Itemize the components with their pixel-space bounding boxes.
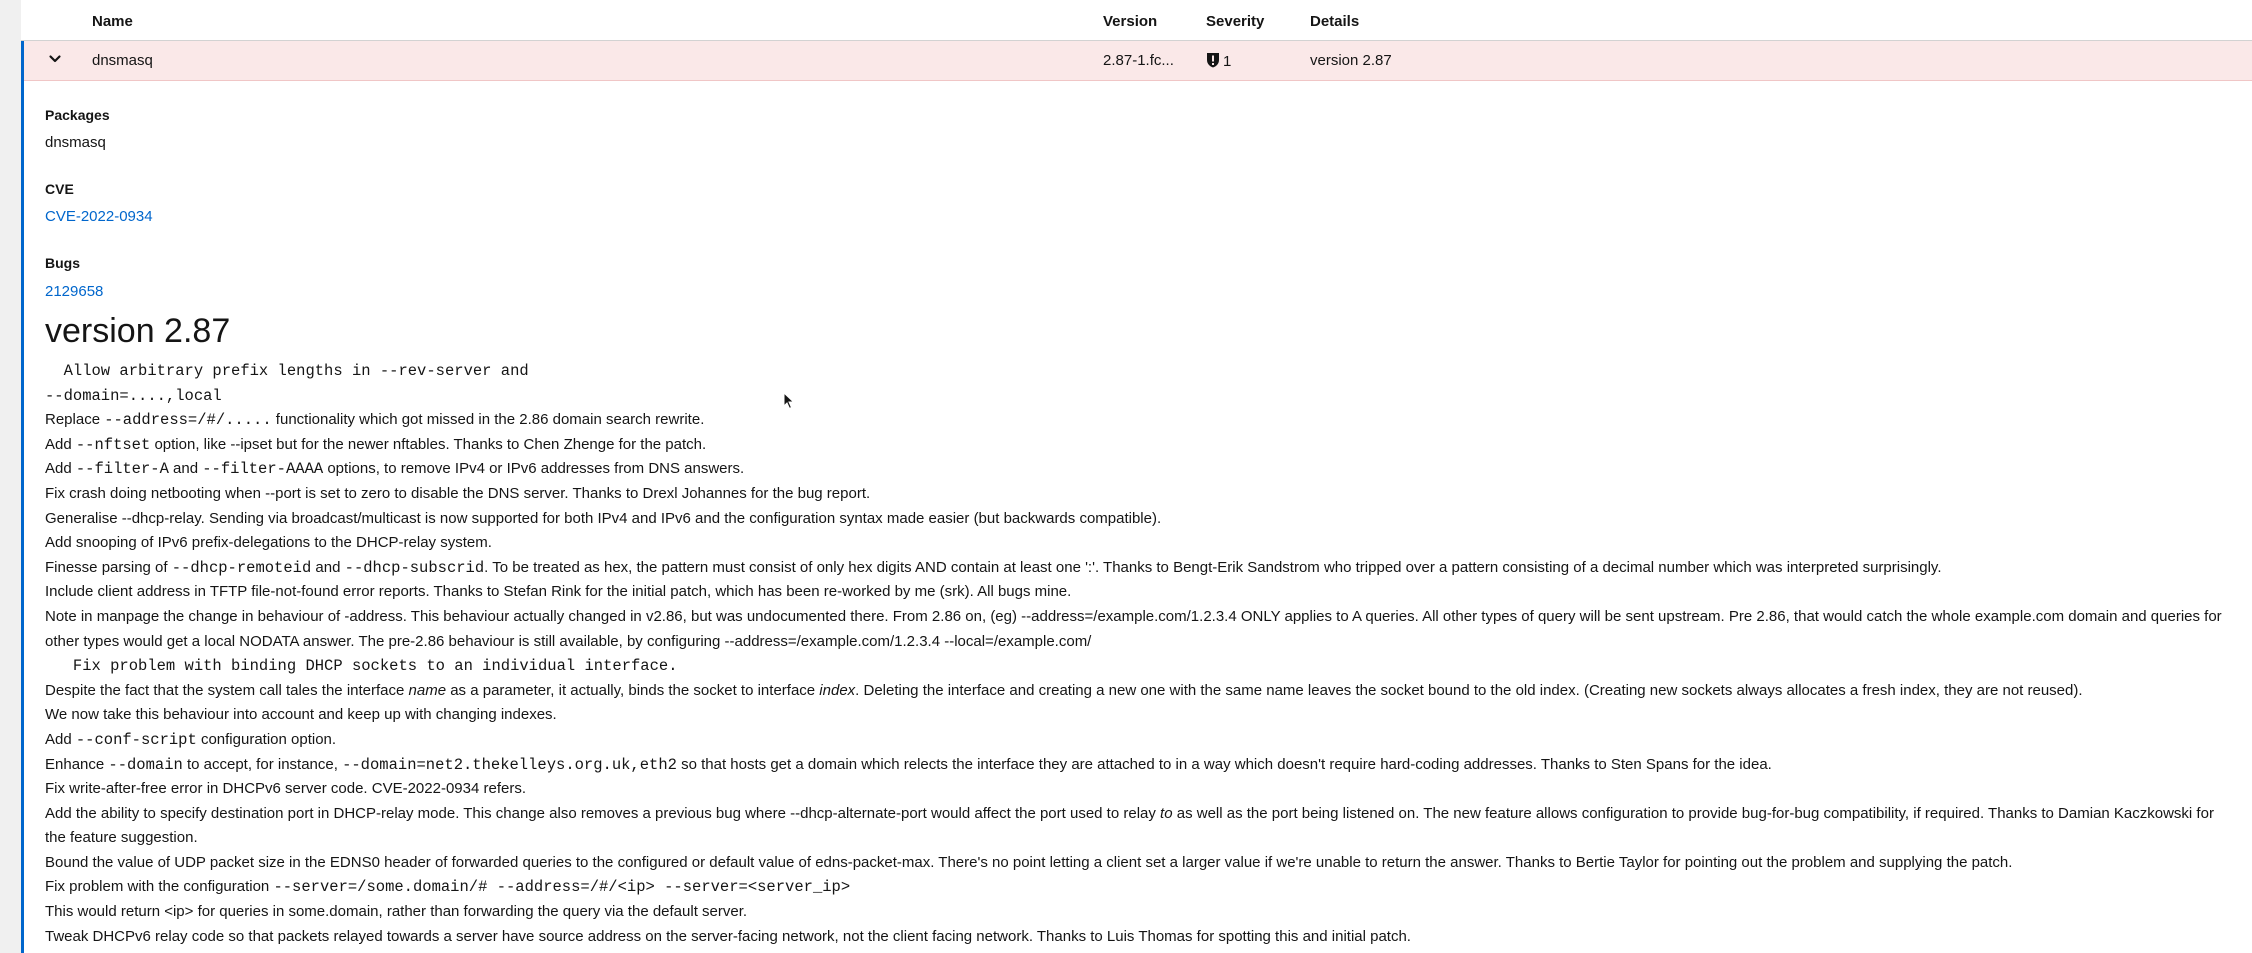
column-header-severity[interactable]: Severity	[1206, 13, 1265, 30]
note-preformatted: --domain=....,local	[45, 386, 222, 405]
severity-count: 1	[1223, 53, 1232, 70]
note-line: Add --conf-script configuration option.	[45, 730, 337, 749]
chevron-down-icon[interactable]	[47, 51, 63, 67]
note-line: Add the ability to specify destination port in DHCP-relay mode. This change also removes a previous bug where --dhcp-alternate-port would affect the port used to relay to as well as the port being listened on. The new feature allows configuration to provide bug-for-bug compatibility, if required. Thanks to Damian Kaczkowski for the feature suggestion.	[45, 804, 2214, 847]
packages-value: dnsmasq	[45, 134, 106, 151]
bugs-label: Bugs	[45, 255, 80, 271]
expanded-row-indicator	[21, 41, 24, 953]
note-line: This would return <ip> for queries in some.domain, rather than forwarding the query via the default server.	[45, 903, 748, 921]
note-preformatted: Fix problem with binding DHCP sockets to an individual interface.	[45, 657, 678, 676]
note-line: Add snooping of IPv6 prefix-delegations to the DHCP-relay system.	[45, 534, 492, 552]
note-line: Note in manpage the change in behaviour of -address. This behaviour actually changed in v2.86, but was undocumented there. From 2.86 on, (eg) --address=/example.com/1.2.3.4 ONLY applies to A queries. All other types of query will be sent upstream. Pre 2.86, that would catch the whole example.com domain and queries for other types would get a local NODATA answer. The pre-2.86 behaviour is still available, by configuring --address=/example.com/1.2.3.4 --local=/example.com/	[45, 607, 2222, 650]
mouse-pointer-icon	[783, 392, 795, 415]
package-name: dnsmasq	[92, 52, 153, 69]
column-header-details[interactable]: Details	[1310, 13, 1360, 30]
shield-exclamation-icon	[1206, 52, 1220, 72]
package-version: 2.87-1.fc...	[1103, 52, 1174, 69]
note-line: Finesse parsing of --dhcp-remoteid and --dhcp-subscrid. To be treated as hex, the pattern must consist of only hex digits AND contain at least one ':'. Thanks to Bengt-Erik Sandstrom who tripped over a pattern consisting of a decimal number which was interpreted surprisingly.	[45, 558, 1942, 577]
release-notes	[45, 359, 2230, 949]
note-line: Include client address in TFTP file-not-found error reports. Thanks to Stefan Rink for the initial patch, which has been re-worked by me (srk). All bugs mine.	[45, 583, 1072, 601]
column-header-version[interactable]: Version	[1103, 13, 1158, 30]
cve-label: CVE	[45, 181, 74, 197]
column-header-name[interactable]: Name	[92, 13, 133, 30]
packages-label: Packages	[45, 107, 110, 123]
bug-link[interactable]: 2129658	[45, 283, 104, 300]
note-line: Add --nftset option, like --ipset but for the newer nftables. Thanks to Chen Zhenge for the patch.	[45, 435, 707, 454]
cve-link[interactable]: CVE-2022-0934	[45, 208, 153, 225]
note-line: Despite the fact that the system call tales the interface name as a parameter, it actually, binds the socket to interface index. Deleting the interface and creating a new one with the same name leaves the socket bound to the old index. (Creating new sockets always allocates a fresh index, they are not reused).	[45, 681, 2083, 699]
note-line: Replace --address=/#/..... functionality which got missed in the 2.86 domain search rewrite.	[45, 411, 705, 430]
table-row[interactable]	[21, 41, 2252, 81]
note-line: Generalise --dhcp-relay. Sending via broadcast/multicast is now supported for both IPv4 and IPv6 and the configuration syntax made easier (but backwards compatible).	[45, 509, 1162, 527]
table-header	[21, 0, 2252, 41]
note-line: Fix write-after-free error in DHCPv6 server code. CVE-2022-0934 refers.	[45, 780, 526, 798]
note-line: Tweak DHCPv6 relay code so that packets relayed towards a server have source address on the server-facing network, not the client facing network. Thanks to Luis Thomas for spotting this and initial patch.	[45, 927, 1411, 945]
details-summary: version 2.87	[1310, 52, 1392, 69]
note-line: We now take this behaviour into account and keep up with changing indexes.	[45, 706, 557, 724]
note-preformatted: Allow arbitrary prefix lengths in --rev-server and	[45, 362, 529, 380]
note-line: Enhance --domain to accept, for instance, --domain=net2.thekelleys.org.uk,eth2 so that hosts get a domain which relects the interface they are attached to in a way which doesn't require hard-coding addresses. Thanks to Sten Spans for the idea.	[45, 755, 1772, 774]
note-line: Add --filter-A and --filter-AAAA options, to remove IPv4 or IPv6 addresses from DNS answers.	[45, 460, 745, 479]
release-notes-heading: version 2.87	[45, 312, 231, 350]
note-line: Fix crash doing netbooting when --port is set to zero to disable the DNS server. Thanks to Drexl Johannes for the bug report.	[45, 484, 871, 502]
note-line: Bound the value of UDP packet size in the EDNS0 header of forwarded queries to the configured or default value of edns-packet-max. There's no point letting a client set a larger value if we're unable to return the answer. Thanks to Bertie Taylor for pointing out the problem and supplying the patch.	[45, 853, 2013, 871]
note-line: Fix problem with the configuration --server=/some.domain/# --address=/#/<ip> --server=<server_ip>	[45, 878, 851, 897]
severity-cell	[1206, 52, 1231, 72]
